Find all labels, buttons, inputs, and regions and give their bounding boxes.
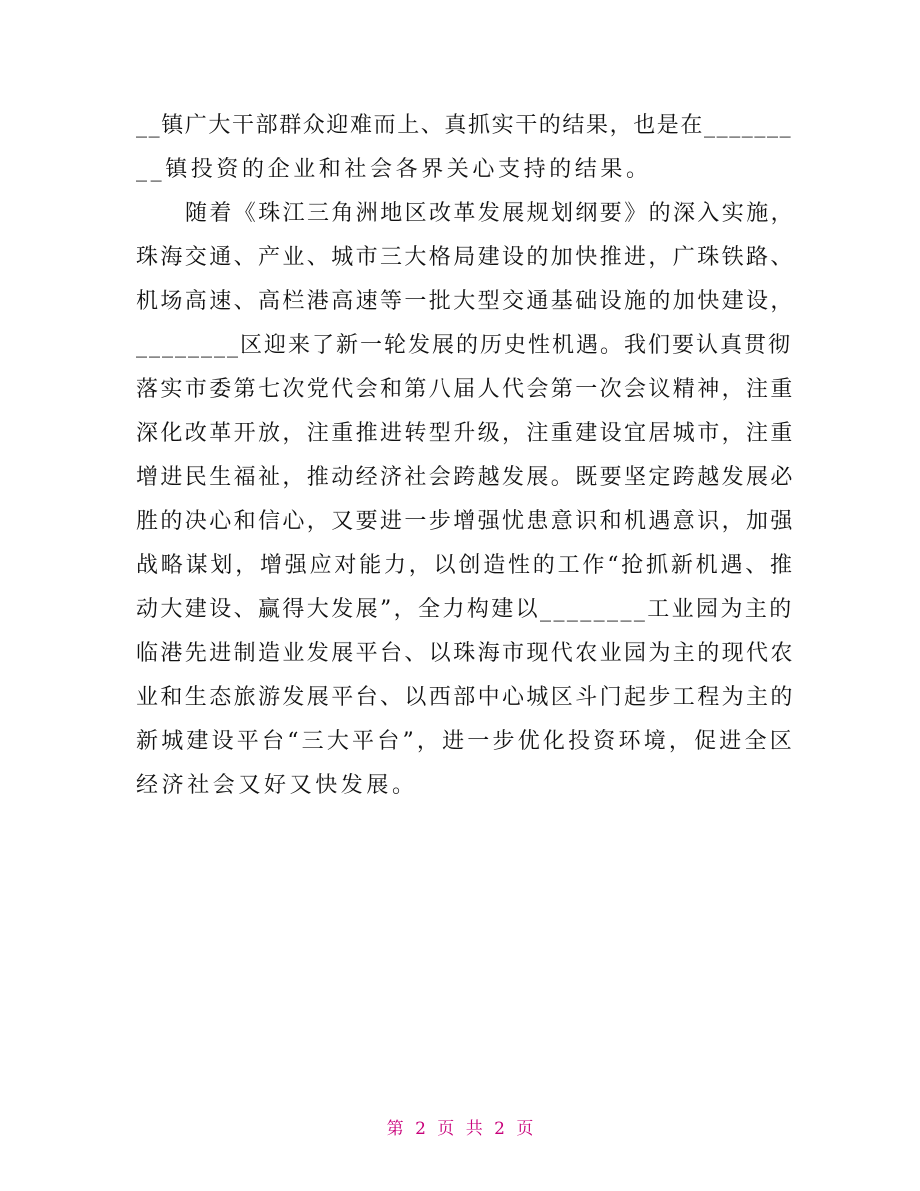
body-text <box>136 104 796 808</box>
text-line: __镇投资的企业和社会各界关心支持的结果。 <box>136 157 652 182</box>
text-line: 深化改革开放，注重推进转型升级，注重建设宜居城市，注重 <box>136 421 795 446</box>
text-line: 新城建设平台“三大平台”，进一步优化投资环境，促进全区 <box>136 729 795 754</box>
text-line: ________区迎来了新一轮发展的历史性机遇。我们要认真贯彻 <box>136 333 793 358</box>
text-line: 战略谋划，增强应对能力，以创造性的工作“抢抓新机遇、推 <box>136 553 795 578</box>
page-number-footer: 第 2 页 共 2 页 <box>386 1119 534 1139</box>
text-line: 珠海交通、产业、城市三大格局建设的加快推进，广珠铁路、 <box>136 245 795 270</box>
text-line: 经济社会又好又快发展。 <box>136 773 418 798</box>
text-line: 增进民生福祉，推动经济社会跨越发展。既要坚定跨越发展必 <box>136 465 795 490</box>
text-line: 临港先进制造业发展平台、以珠海市现代农业园为主的现代农 <box>136 641 795 666</box>
text-line: 业和生态旅游发展平台、以西部中心城区斗门起步工程为主的 <box>136 685 795 710</box>
text-line: 落实市委第七次党代会和第八届人代会第一次会议精神，注重 <box>136 377 795 402</box>
text-line: 机场高速、高栏港高速等一批大型交通基础设施的加快建设， <box>136 289 795 314</box>
text-line: __镇广大干部群众迎难而上、真抓实干的结果，也是在_______ <box>136 113 793 138</box>
paragraph-first-line: 随着《珠江三角洲地区改革发展规划纲要》的深入实施， <box>185 201 796 226</box>
text-line: 动大建设、赢得大发展”，全力构建以________工业园为主的 <box>136 597 794 622</box>
text-line: 胜的决心和信心，又要进一步增强忧患意识和机遇意识，加强 <box>136 509 795 534</box>
